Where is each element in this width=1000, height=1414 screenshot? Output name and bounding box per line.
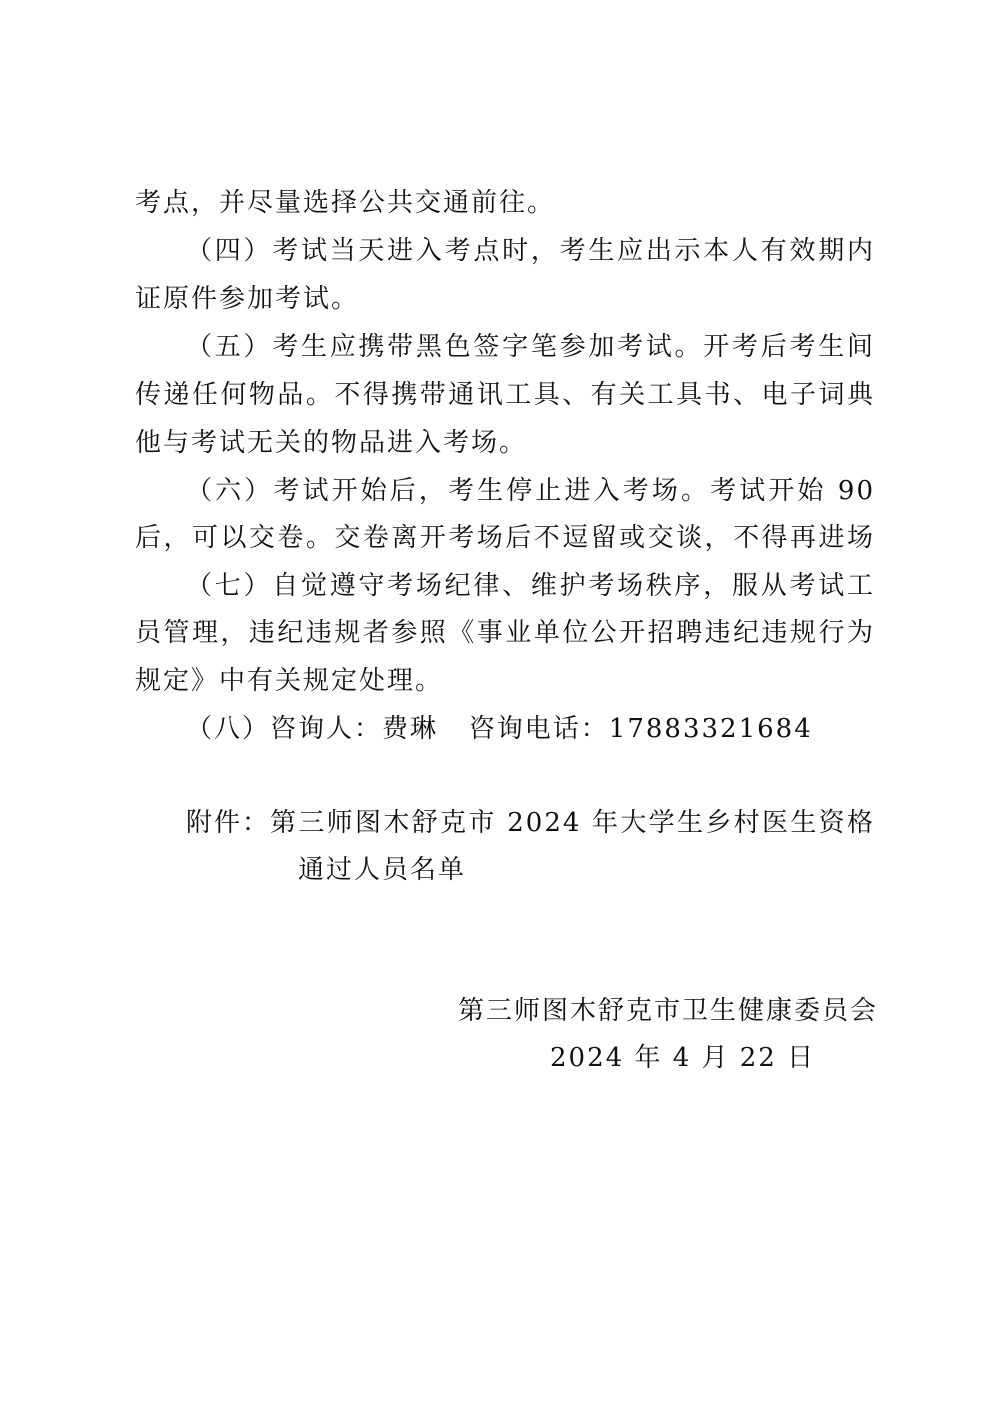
paragraph-4-line-2: 证原件参加考试。 <box>135 284 360 314</box>
attachment-title-line-2: 通过人员名单 <box>298 855 467 885</box>
paragraph-4-line-1: （四）考试当天进入考点时，考生应出示本人有效期内 <box>186 236 875 266</box>
paragraph-6-line-1: （六）考试开始后，考生停止进入考场。考试开始 90 <box>186 476 875 506</box>
paragraph-7-line-3: 规定》中有关规定处理。 <box>135 666 444 696</box>
paragraph-5-line-3: 他与考试无关的物品进入考场。 <box>135 428 528 458</box>
attachment-title-line-1: 第三师图木舒克市 2024 年大学生乡村医生资格 <box>270 808 875 838</box>
contact-line: （八）咨询人：费琳 咨询电话：17883321684 <box>186 714 813 744</box>
paragraph-7-line-2: 员管理，违纪违规者参照《事业单位公开招聘违纪违规行为 <box>135 618 875 648</box>
paragraph-5-line-2: 传递任何物品。不得携带通讯工具、有关工具书、电子词典 <box>135 380 875 410</box>
paragraph-7-line-1: （七）自觉遵守考场纪律、维护考场秩序，服从考试工 <box>186 571 875 601</box>
paragraph-3-tail: 考点，并尽量选择公共交通前往。 <box>135 188 556 218</box>
signing-date: 2024 年 4 月 22 日 <box>550 1043 816 1073</box>
attachment-label: 附件： <box>186 808 271 838</box>
paragraph-6-line-2: 后，可以交卷。交卷离开考场后不逗留或交谈，不得再进场 <box>135 523 875 553</box>
paragraph-5-line-1: （五）考生应携带黑色签字笔参加考试。开考后考生间 <box>186 332 875 362</box>
signing-organization: 第三师图木舒克市卫生健康委员会 <box>458 996 879 1026</box>
